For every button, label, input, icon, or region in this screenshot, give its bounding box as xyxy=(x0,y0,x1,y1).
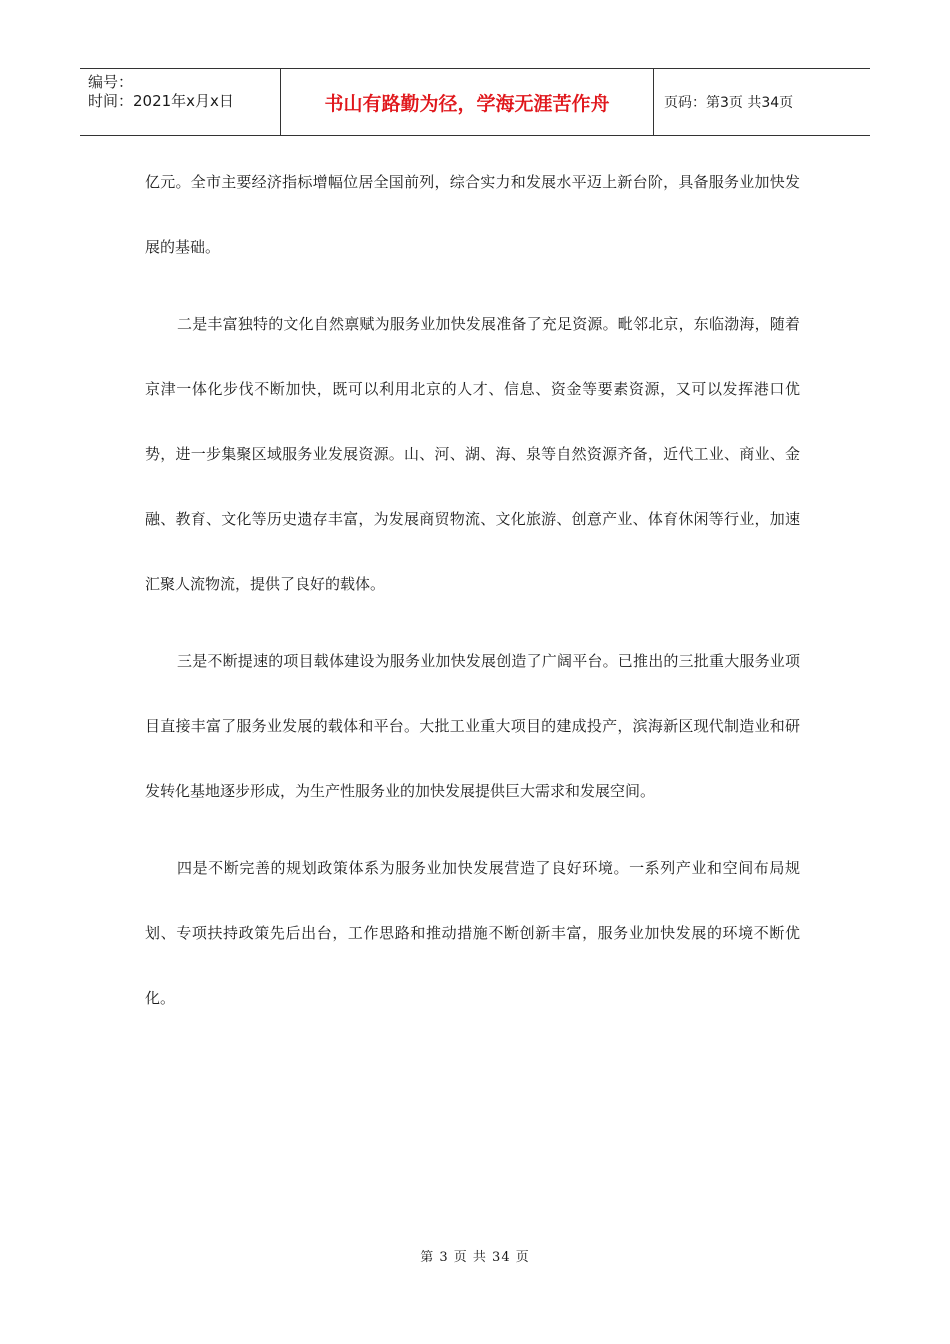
header-page-info: 页码：第3页 共34页 xyxy=(664,95,794,111)
paragraph: 三是不断提速的项目载体建设为服务业加快发展创造了广阔平台。已推出的三批重大服务业项目直接丰富了服务业发展的载体和平台。大批工业重大项目的建成投产，滨海新区现代制造业和研发转化基地逐步形成，为生产性服务业的加快发展提供巨大需求和发展空间。 xyxy=(145,652,800,800)
document-date-label: 时间：2021年x月x日 xyxy=(88,92,234,110)
header-motto: 书山有路勤为径，学海无涯苦作舟 xyxy=(281,69,654,135)
page-footer: 第 3 页 共 34 页 xyxy=(420,1250,530,1265)
paragraph: 二是丰富独特的文化自然禀赋为服务业加快发展准备了充足资源。毗邻北京，东临渤海，随着京津一体化步伐不断加快，既可以利用北京的人才、信息、资金等要素资源，又可以发挥港口优势，进一步集聚区域服务业发展资源。山、河、湖、海、泉等自然资源齐备，近代工业、商业、金融、教育、文化等历史遗存丰富，为发展商贸物流、文化旅游、创意产业、体育休闲等行业，加速汇聚人流物流，提供了良好的载体。 xyxy=(145,315,800,593)
document-body xyxy=(145,150,800,1031)
document-header xyxy=(80,68,870,136)
paragraph: 亿元。全市主要经济指标增幅位居全国前列，综合实力和发展水平迈上新台阶，具备服务业加快发展的基础。 xyxy=(145,173,800,256)
header-meta xyxy=(80,69,281,135)
paragraph: 四是不断完善的规划政策体系为服务业加快发展营造了良好环境。一系列产业和空间布局规划、专项扶持政策先后出台，工作思路和推动措施不断创新丰富，服务业加快发展的环境不断优化。 xyxy=(145,859,800,1007)
document-number-label: 编号： xyxy=(88,73,134,91)
